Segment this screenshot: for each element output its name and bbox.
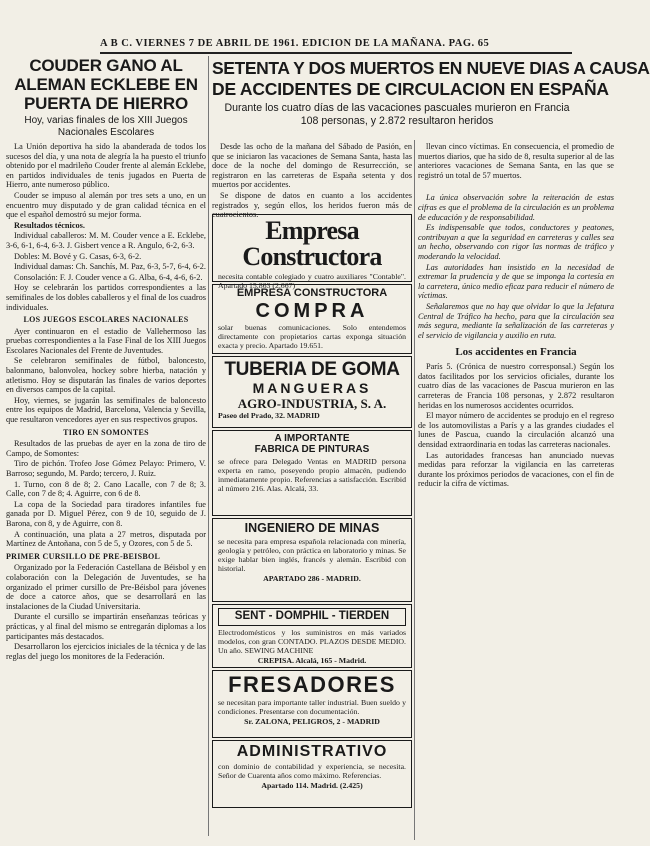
left-headline: COUDER GANO AL ALEMAN ECKLEBE EN PUERTA DE HIERRO bbox=[14, 56, 198, 113]
ad-empresa-compra bbox=[212, 284, 412, 354]
paragraph: Dobles: M. Bové y G. Casas, 6-3, 6-2. bbox=[14, 251, 142, 261]
ad4-title1: A IMPORTANTE bbox=[274, 433, 350, 444]
paragraph: Se dispone de datos en cuanto a los accidentes registrados y, según ellos, los heridos fueron más de cuatrocientos. bbox=[212, 190, 412, 220]
main-headline-line1: SETENTA Y DOS MUERTOS EN NUEVE DIAS A CAUSA bbox=[212, 58, 650, 78]
deck-line1: Durante los cuatro días de las vacaciones pascuales murieron en Francia bbox=[224, 102, 570, 114]
paragraph: Ayer continuaron en el estadio de Vallehermoso las pruebas correspondientes a la Fase Final de los XIII Juegos Escolares Nacionales del Frente de Juventudes. bbox=[6, 326, 206, 355]
paragraph: Individual caballeros: M. M. Couder vence a E. Ecklebe, 3-6, 6-1, 6-4, 6-3. J. Gisbert vence a R. Angulo, 6-2, 6-3. bbox=[6, 231, 206, 250]
ad8-title: ADMINISTRATIVO bbox=[236, 743, 388, 760]
paragraph: llevan cinco víctimas. En consecuencia, el promedio de muertos diarios, que ha sido de 8, resulta superior al de las anteriores vacaciones de Semana Santa, en las que se registró un total de 57 muertos. bbox=[418, 142, 614, 180]
ad3-title3: AGRO-INDUSTRIA, S. A. bbox=[237, 396, 387, 411]
main-story-head bbox=[212, 58, 650, 140]
paragraph: París 5. (Crónica de nuestro corresponsal.) Según los datos facilitados por los servicios oficiales, durante los cuatro días de las vacaciones de Pascua murieron en las carreteras de Francia 108 personas, y 2.872 resultaron heridas en los numerosos accidentes ocurridos. bbox=[418, 362, 614, 410]
paragraph: Durante el cursillo se impartirán enseñanzas teóricas y prácticas, y al final del mismo se entregarán diplomas a los participantes más destacados. bbox=[6, 612, 206, 641]
results-title: Resultados técnicos. bbox=[14, 220, 85, 230]
ad7-foot: Sr. ZALONA, PELIGROS, 2 - MADRID bbox=[244, 717, 380, 726]
ad3-title2: MANGUERAS bbox=[252, 380, 372, 396]
ad-fabrica-pinturas bbox=[212, 430, 412, 516]
subhead-tiro: TIRO EN SOMONTES bbox=[63, 427, 149, 437]
paragraph: El mayor número de accidentes se produjo en el regreso de los automovilistas a París y a las grandes ciudades el lunes de Pascua, cuando la circulación alcanzó una densidad extraordinaria en todas las carreteras nacionales. bbox=[418, 411, 614, 450]
ad-ingeniero-minas bbox=[212, 518, 412, 602]
running-head: A B C. VIERNES 7 DE ABRIL DE 1961. EDICION DE LA MAÑANA. PAG. 65 bbox=[100, 38, 490, 49]
italic-paragraph: Señalaremos que no hay que olvidar lo que la Jefatura Central de Tráfico ha hecho, para que la circulación sea más segura, mediante la señalización de las carreteras y el servicio de vigilancia y auxilio en ruta. bbox=[418, 301, 614, 340]
ad1-body: necesita contable colegiado y cuatro auxiliares "Contable". Apartado 15.863 (2.667) bbox=[218, 272, 406, 290]
italic-paragraph: Es indispensable que todos, conductores y peatones, contribuyan a que la seguridad en carreteras y calles sea un hecho, observando con rigor las normas de tráfico y moderando la velocidad. bbox=[418, 223, 614, 261]
column-rule bbox=[208, 56, 209, 836]
ad2-title2: COMPRA bbox=[255, 300, 369, 322]
ad-administrativo bbox=[212, 740, 412, 808]
paragraph: Las autoridades francesas han anunciado nuevas medidas para reforzar la vigilancia en las carreteras durante los próximos periodos de vacaciones, con el fin de reducir la cifra de víctimas. bbox=[418, 450, 614, 489]
ad5-title: INGENIERO DE MINAS bbox=[244, 521, 380, 535]
ad2-body: solar buenas comunicaciones. Solo entendemos directamente con propietarios cartas exponga situación exacta y precio. Apartado 19.651. bbox=[218, 323, 406, 350]
paragraph: A continuación, una plata a 27 metros, disputada por Martínez de Antoñana, con 5 de 5, y Ozores, con 5 de 5. bbox=[6, 529, 206, 549]
paragraph: Couder se impuso al alemán por tres sets a uno, en un encuentro muy disputado y de gran calidad técnica en el que el español demostró su mejor forma. bbox=[6, 190, 206, 220]
paragraph: Organizado por la Federación Castellana de Béisbol y en colaboración con la Delegación de Juventudes, se ha organizado el primer cursillo de Pre-Béisbol para jóvenes de doce a catorce años, que se desarrollará en las instalaciones de la Ciudad Universitaria. bbox=[6, 563, 206, 611]
ad8-body: con dominio de contabilidad y experiencia, se necesita. Señor de Cuarenta años como máximo. Referencias. bbox=[218, 762, 406, 780]
ad-electrodomesticos bbox=[212, 604, 412, 668]
ad4-title2: FABRICA DE PINTURAS bbox=[254, 444, 370, 455]
ad5-foot: APARTADO 286 - MADRID. bbox=[263, 573, 361, 583]
subhead-francia: Los accidentes en Francia bbox=[455, 346, 577, 359]
paragraph: Se celebraron semifinales de fútbol, baloncesto, balonmano, balonvolea, hockey sobre hierba, natación y atletismo. Hoy se disputarán las finales de varios deportes en diversos campos de la capital. bbox=[6, 356, 206, 395]
ad7-body: se necesitan para importante taller industrial. Buen sueldo y condiciones. Presentarse con documentación. bbox=[218, 698, 406, 716]
subhead-beisbol: PRIMER CURSILLO DE PRE-BEISBOL bbox=[6, 551, 161, 561]
paragraph: 1. Turno, con 8 de 8; 2. Cano Lacalle, con 7 de 8; 3. Calle, con 7 de 8; 4. Aguirre, con 6 de 8. bbox=[6, 479, 206, 499]
italic-paragraph: Las autoridades han insistido en la necesidad de extremar la prudencia y de que se imponga la cortesía en la carretera, único medio eficaz para reducir el número de víctimas. bbox=[418, 262, 614, 301]
paragraph: Hoy, viernes, se jugarán las semifinales de baloncesto entre los equipos de Madrid, Barcelona, Valencia y Sevilla, que resultaron vencedores ayer en sus respectivos grupos. bbox=[6, 395, 206, 425]
ad8-foot: Apartado 114. Madrid. (2.425) bbox=[261, 781, 363, 790]
ad5-body: se necesita para empresa española relacionada con minería, geología y petróleo, con práctica en laboratorio y minas. Se exige hablar bien inglés, francés y alemán. Escribid con historial. bbox=[218, 536, 406, 573]
paragraph: Desde las ocho de la mañana del Sábado de Pasión, en que se iniciaron las vacaciones de Semana Santa, hasta las doce de la noche del domingo de Resurrección, se registraron en las carreteras de España setenta y dos muertos por accidentes. bbox=[212, 142, 412, 190]
ad3-title1: TUBERIA DE GOMA bbox=[224, 359, 400, 380]
ad4-body: se ofrece para Delegado Ventas en MADRID persona experta en ramo, poseyendo propio almacén, pudiendo inmediatamente propio. Referencias a satisfacción. Escribid al número 216. Alas. Alcalá, 33. bbox=[218, 457, 406, 493]
italic-paragraph: La única observación sobre la reiteración de estas cifras es que el problema de la circulación es un problema de educación y de responsabilidad. bbox=[418, 193, 614, 222]
right-column bbox=[418, 142, 614, 832]
ad-tuberia-goma bbox=[212, 356, 412, 428]
paragraph: Desarrollaron los ejercicios iniciales de la técnica y de las reglas del juego los monitores de la Federación. bbox=[6, 642, 206, 661]
ad2-title1: EMPRESA CONSTRUCTORA bbox=[236, 287, 388, 299]
paragraph: La Unión deportiva ha sido la abanderada de todos los sucesos del día, y una nota de alegría la ha puesto el triunfo obtenido por el madrileño Couder frente al alemán Ecklebe, en partidos individuales de tenis jugados en Puerta de Hierro, ante numeroso público. bbox=[6, 142, 206, 190]
paragraph: La copa de la Sociedad para tiradores infantiles fue ganada por D. Miguel Pérez, con 9 de 10, seguido de J. Barona, con 8, y de Aguirre, con 8. bbox=[6, 499, 206, 528]
ad-empresa-constructora bbox=[212, 214, 412, 290]
left-body bbox=[6, 142, 206, 661]
left-column bbox=[6, 56, 206, 846]
top-rule bbox=[100, 52, 572, 54]
ad6-title: SENT - DOMPHIL - TIERDEN bbox=[218, 608, 406, 626]
paragraph: Individual damas: Ch. Sanchís, M. Paz, 6-3, 5-7, 6-4, 6-2. bbox=[14, 262, 206, 272]
ad-fresadores bbox=[212, 670, 412, 738]
deck-line2: 108 personas, y 2.872 resultaron heridos bbox=[300, 115, 494, 127]
ad6-foot: CREPISA. Alcalá, 165 - Madrid. bbox=[257, 655, 367, 665]
ad7-title: FRESADORES bbox=[228, 672, 396, 697]
main-story-lead bbox=[212, 142, 412, 220]
paragraph: Tiro de pichón. Trofeo Jose Gómez Pelayo: Primero, V. Barroso; segundo, M. Pardo; tercero, J. Ruiz. bbox=[6, 459, 206, 478]
main-headline-line2: DE ACCIDENTES DE CIRCULACION EN ESPAÑA bbox=[212, 79, 609, 99]
column-rule bbox=[414, 140, 415, 840]
paragraph: Consolación: F. J. Couder vence a G. Alba, 6-4, 4-6, 6-2. bbox=[14, 272, 203, 282]
subhead-juegos: LOS JUEGOS ESCOLARES NACIONALES bbox=[23, 315, 189, 325]
paragraph: Resultados de las pruebas de ayer en la zona de tiro de Campo, de Somontes: bbox=[6, 439, 206, 458]
paragraph: Hoy se celebrarán los partidos correspondientes a las semifinales de los dobles caballeros y el final de los cuadros individuales. bbox=[6, 283, 206, 312]
ad3-address: Paseo del Prado, 32. MADRID bbox=[218, 411, 320, 420]
ad6-body: Electrodomésticos y los suministros en más variados modelos, con gran CONTADO. PLAZOS DESDE MEDIO. Un año. SEWING MACHINE bbox=[218, 627, 406, 655]
left-subhead: Hoy, varias finales de los XIII Juegos Nacionales Escolares bbox=[24, 115, 188, 138]
ad1-title: Empresa Constructora bbox=[242, 216, 382, 271]
